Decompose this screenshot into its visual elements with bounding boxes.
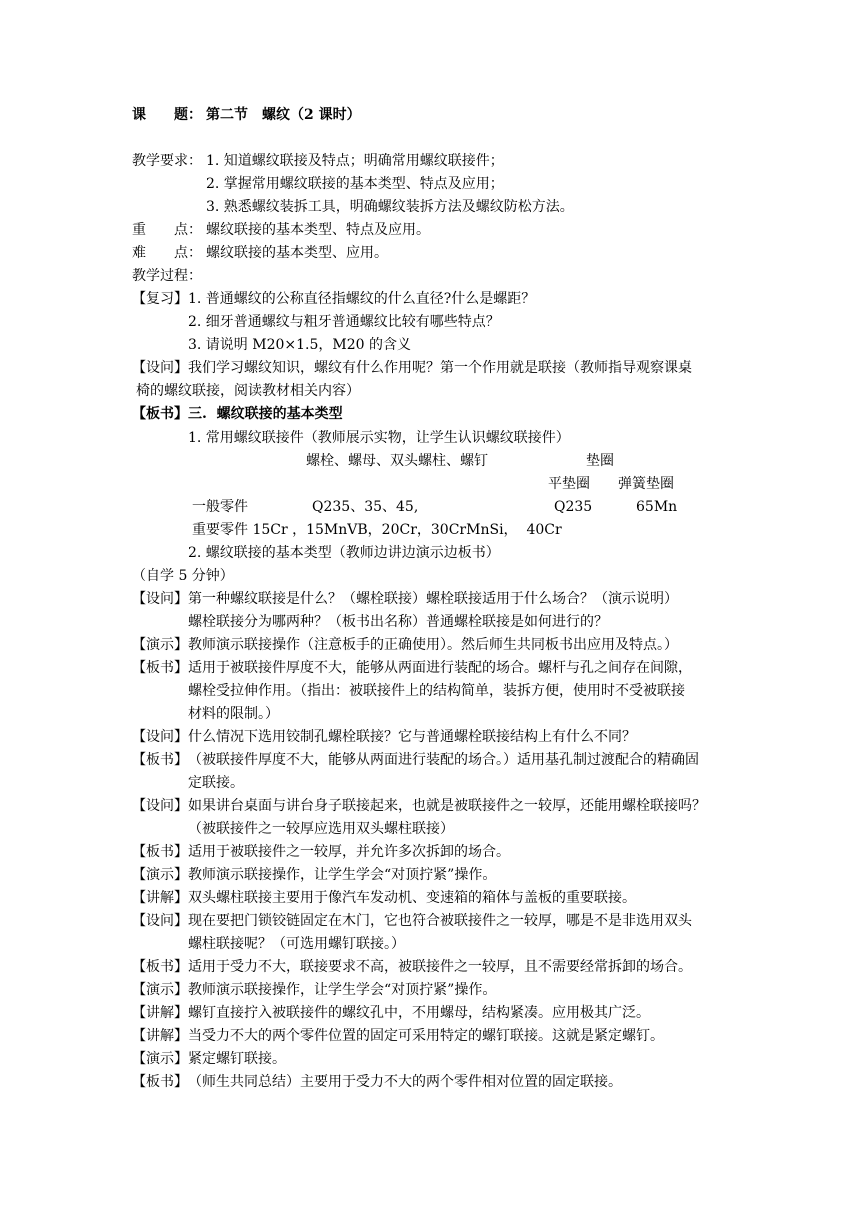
intro-tag: 【设问】 bbox=[132, 360, 188, 376]
review-item: 2. 细牙普通螺纹与粗牙普通螺纹比较有哪些特点？ bbox=[188, 314, 500, 330]
spring-washer-material: 65Mn bbox=[636, 499, 678, 515]
entry-line: 螺栓联接分为哪两种？（板书出名称）普通螺栓联接是如何进行的？ bbox=[188, 614, 608, 630]
important-parts-line: 重要零件 15Cr ，15MnVB，20Cr，30CrMnSi， 40Cr bbox=[192, 522, 562, 538]
general-parts-label: 一般零件 bbox=[192, 499, 248, 515]
entry-line: 当受力不大的两个零件位置的固定可采用特定的螺钉联接。这就是紧定螺钉。 bbox=[188, 1028, 664, 1044]
requirements-label: 教学要求： bbox=[132, 153, 202, 169]
entry-line: 材料的限制。） bbox=[188, 706, 279, 722]
entry-tag: 【设问】 bbox=[132, 591, 188, 607]
entry-line: 定联接。 bbox=[188, 775, 244, 791]
entry-line: 适用于受力不大，联接要求不高，被联接件之一较厚，且不需要经常拆卸的场合。 bbox=[188, 959, 692, 975]
washer-label: 垫圈 bbox=[586, 453, 614, 469]
flat-washer-label: 平垫圈 bbox=[548, 476, 590, 492]
intro-line: 我们学习螺纹知识，螺纹有什么作用呢？第一个作用就是联接（教师指导观察课桌 bbox=[188, 360, 692, 376]
entry-tag: 【演示】 bbox=[132, 637, 188, 653]
entry-line: 教师演示联接操作，让学生学会“对顶拧紧”操作。 bbox=[188, 982, 497, 998]
flat-washer-material: Q235 bbox=[554, 499, 593, 515]
entry-line: 教师演示联接操作（注意板手的正确使用）。然后师生共同板书出应用及特点。） bbox=[188, 637, 678, 653]
requirement-item: 3. 熟悉螺纹装拆工具，明确螺纹装拆方法及螺纹防松方法。 bbox=[206, 199, 574, 215]
spring-washer-label: 弹簧垫圈 bbox=[618, 476, 674, 492]
entry-line: 第一种螺纹联接是什么？（螺栓联接）螺栓联接适用于什么场合？（演示说明） bbox=[188, 591, 678, 607]
entry-tag: 【演示】 bbox=[132, 1051, 188, 1067]
entry-line: 螺钉直接拧入被联接件的螺纹孔中，不用螺母，结构紧凑。应用极其广泛。 bbox=[188, 1005, 650, 1021]
entry-line: （被联接件之一较厚应选用双头螺柱联接） bbox=[188, 821, 454, 837]
entry-line: （被联接件厚度不大，能够从两面进行装配的场合。）适用基孔制过渡配合的精确固 bbox=[188, 752, 699, 768]
entry-tag: 【板书】 bbox=[132, 959, 188, 975]
entry-line: 螺栓受拉伸作用。（指出：被联接件上的结构简单，装拆方便，使用时不受被联接 bbox=[188, 683, 685, 699]
requirement-item: 2. 掌握常用螺纹联接的基本类型、特点及应用； bbox=[206, 176, 504, 192]
entry-tag: 【演示】 bbox=[132, 982, 188, 998]
intro-line: 椅的螺纹联接，阅读教材相关内容） bbox=[136, 383, 360, 399]
entry-tag: 【设问】 bbox=[132, 913, 188, 929]
lesson-title: 第二节 螺纹（2 课时） bbox=[206, 107, 361, 123]
entry-line: 适用于被联接件之一较厚，并允许多次拆卸的场合。 bbox=[188, 844, 510, 860]
entry-tag: 【板书】 bbox=[132, 1074, 188, 1090]
entry-tag: 【板书】 bbox=[132, 844, 188, 860]
review-tag: 【复习】 bbox=[132, 291, 188, 307]
entry-tag: 【演示】 bbox=[132, 867, 188, 883]
entry-line: 双头螺柱联接主要用于像汽车发动机、变速箱的箱体与盖板的重要联接。 bbox=[188, 890, 636, 906]
key-point-text: 螺纹联接的基本类型、特点及应用。 bbox=[206, 222, 430, 238]
general-materials: Q235、35、45, bbox=[312, 499, 419, 515]
review-item: 1. 普通螺纹的公称直径指螺纹的什么直径?什么是螺距？ bbox=[188, 291, 536, 307]
entry-tag: 【设问】 bbox=[132, 729, 188, 745]
entry-line: （师生共同总结）主要用于受力不大的两个零件相对位置的固定联接。 bbox=[188, 1074, 622, 1090]
lesson-title-label: 课 题： bbox=[132, 107, 202, 123]
entry-tag: 【板书】 bbox=[132, 752, 188, 768]
self-study-note: （自学 5 分钟） bbox=[132, 568, 234, 584]
entry-line: 什么情况下选用铰制孔螺栓联接？它与普通螺栓联接结构上有什么不同？ bbox=[188, 729, 636, 745]
entry-line: 如果讲台桌面与讲台身子联接起来，也就是被联接件之一较厚，还能用螺栓联接吗？ bbox=[188, 798, 706, 814]
entry-line: 教师演示联接操作，让学生学会“对顶拧紧”操作。 bbox=[188, 867, 497, 883]
entry-tag: 【讲解】 bbox=[132, 1005, 188, 1021]
board-tag: 【板书】 bbox=[132, 406, 188, 422]
connection-types-item: 2. 螺纹联接的基本类型（教师边讲边演示边板书） bbox=[188, 545, 500, 561]
fastener-item: 1. 常用螺纹联接件（教师展示实物，让学生认识螺纹联接件） bbox=[188, 430, 570, 446]
requirement-item: 1. 知道螺纹联接及特点；明确常用螺纹联接件； bbox=[206, 153, 504, 169]
entry-line: 紧定螺钉联接。 bbox=[188, 1051, 286, 1067]
entry-tag: 【设问】 bbox=[132, 798, 188, 814]
key-point-label: 重 点： bbox=[132, 222, 202, 238]
process-label: 教学过程： bbox=[132, 268, 202, 284]
entry-tag: 【讲解】 bbox=[132, 1028, 188, 1044]
entry-line: 现在要把门锁铰链固定在木门，它也符合被联接件之一较厚，哪是不是非选用双头 bbox=[188, 913, 692, 929]
section-heading: 三. 螺纹联接的基本类型 bbox=[188, 406, 343, 422]
fastener-parts: 螺栓、螺母、双头螺柱、螺钉 bbox=[306, 453, 488, 469]
entry-tag: 【板书】 bbox=[132, 660, 188, 676]
review-item: 3. 请说明 M20×1.5，M20 的含义 bbox=[188, 337, 412, 353]
difficulty-text: 螺纹联接的基本类型、应用。 bbox=[206, 245, 388, 261]
entry-line: 适用于被联接件厚度不大，能够从两面进行装配的场合。螺杆与孔之间存在间隙， bbox=[188, 660, 692, 676]
entry-tag: 【讲解】 bbox=[132, 890, 188, 906]
difficulty-label: 难 点： bbox=[132, 245, 202, 261]
entry-line: 螺柱联接呢？（可选用螺钉联接。） bbox=[188, 936, 405, 952]
